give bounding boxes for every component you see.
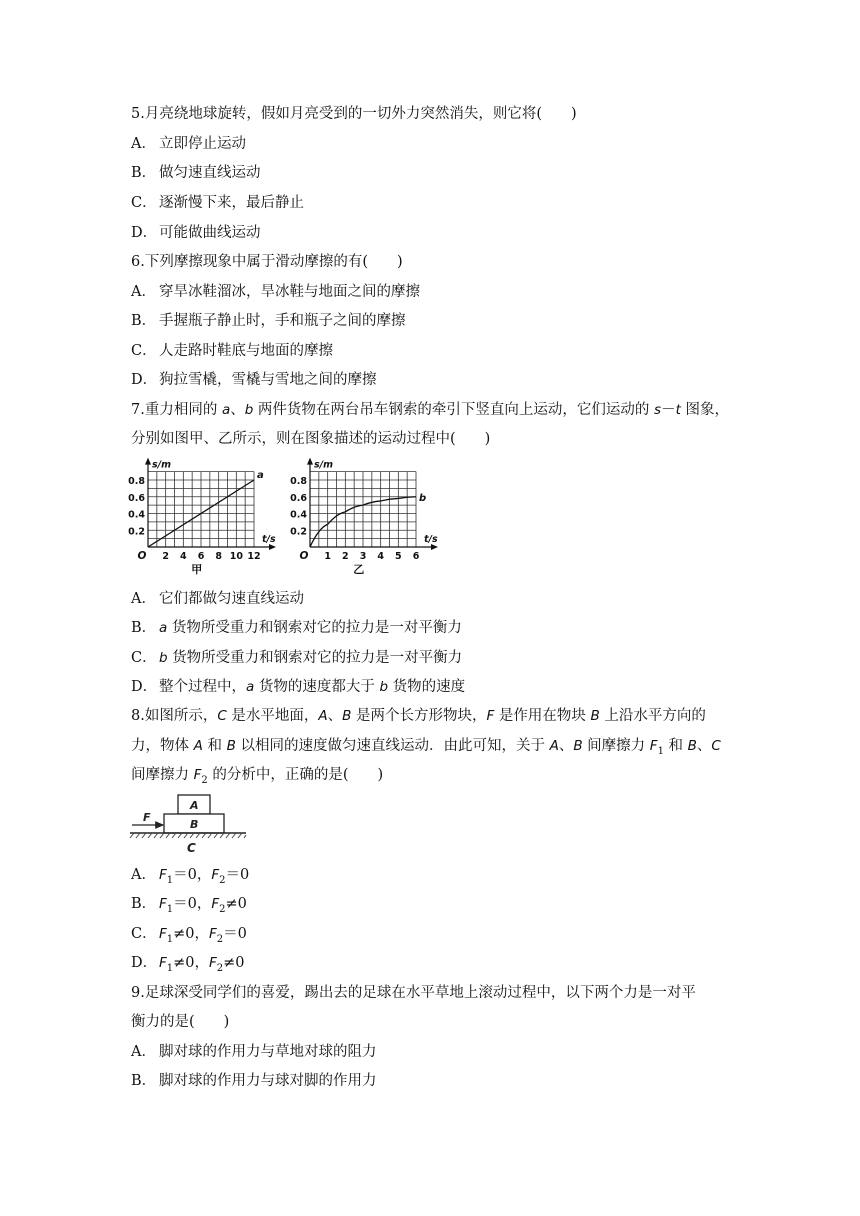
chart-caption: 甲: [191, 563, 203, 576]
y-tick-label: 0.6: [128, 492, 145, 504]
q8-option-d: D． $F_1\ne 0$，$F_2\ne 0$: [131, 955, 245, 974]
label-c: C: [187, 841, 196, 854]
q5-option-c: C． 逐渐慢下来，最后静止: [131, 195, 304, 211]
q8-option-c: C． $F_1\ne 0$，$F_2=0$: [131, 926, 247, 945]
x-tick-label: 10: [229, 551, 243, 562]
q8-stem-line2: 力，物体 A 和 B 以相同的速度做匀速直线运动．由此可知，关于 A、B 间摩擦力 $F_1$ 和 B、C: [131, 738, 721, 757]
q5-stem: 5.月亮绕地球旋转，假如月亮受到的一切外力突然消失，则它将( ): [131, 106, 577, 122]
q7-chart-yi: [290, 455, 450, 577]
label-f: F: [143, 811, 151, 824]
q6-option-c: C． 人走路时鞋底与地面的摩擦: [131, 343, 333, 359]
q7-stem-line2: 分别如图甲、乙所示，则在图象描述的运动过程中( ): [131, 431, 491, 447]
q9-option-b: B． 脚对球的作用力与球对脚的作用力: [131, 1073, 377, 1089]
q6-option-b: B． 手握瓶子静止时，手和瓶子之间的摩擦: [131, 313, 406, 329]
series-label-a: a: [257, 470, 264, 481]
x-tick-label: 1: [324, 551, 331, 562]
q6-option-a: A． 穿旱冰鞋溜冰，旱冰鞋与地面之间的摩擦: [131, 284, 420, 300]
label-b: B: [190, 818, 199, 831]
x-tick-label: 8: [215, 551, 222, 562]
y-axis-label: s/m: [314, 459, 334, 471]
x-axis-label: t/s: [424, 534, 438, 545]
q8-stem-line3: 间摩擦力 $F_2$ 的分析中，正确的是( ): [131, 767, 384, 786]
x-tick-label: 6: [412, 551, 420, 562]
x-tick-label: 4: [377, 551, 384, 562]
y-tick-label: 0.4: [128, 509, 145, 521]
x-tick-label: 2: [162, 551, 169, 562]
x-axis-label: t/s: [262, 534, 276, 545]
q9-stem-line2: 衡力的是( ): [131, 1014, 230, 1030]
x-tick-label: 3: [359, 551, 367, 562]
q7-option-b: B． a 货物所受重力和钢索对它的拉力是一对平衡力: [131, 620, 462, 636]
y-tick-label: 0.8: [290, 476, 307, 487]
q8-stem-line1: 8.如图所示，C 是水平地面，A、B 是两个长方形物块，F 是作用在物块 B 上沿水平方向的: [131, 708, 706, 724]
chart-yi-grid: [310, 472, 416, 547]
q6-stem: 6.下列摩擦现象中属于滑动摩擦的有( ): [131, 254, 403, 270]
x-tick-label: 6: [197, 551, 205, 562]
x-tick-label: 2: [342, 551, 349, 562]
q9-stem-line1: 9.足球深受同学们的喜爱，踢出去的足球在水平草地上滚动过程中，以下两个力是一对平: [131, 985, 696, 1001]
x-tick-label: O: [137, 550, 147, 562]
y-tick-label: 0.2: [290, 526, 307, 538]
q7-option-d: D． 整个过程中，a 货物的速度都大于 b 货物的速度: [131, 679, 466, 695]
q7-stem-line1: 7.重力相同的 a、b 两件货物在两台吊车钢索的牵引下竖直向上运动，它们运动的 s－t 图象，: [131, 402, 729, 418]
x-tick-label: 5: [395, 551, 402, 562]
q8-option-b: B． $F_1=0$，$F_2\ne 0$: [131, 896, 247, 915]
q8-blocks-figure: [128, 792, 250, 854]
q5-option-d: D． 可能做曲线运动: [131, 225, 261, 241]
q9-option-a: A． 脚对球的作用力与草地对球的阻力: [131, 1044, 377, 1060]
q5-option-a: A． 立即停止运动: [131, 136, 246, 152]
q7-option-a: A． 它们都做匀速直线运动: [131, 591, 304, 607]
y-axis-arrow: [307, 458, 313, 465]
q5-option-b: B． 做匀速直线运动: [131, 165, 261, 181]
y-axis-arrow: [145, 458, 151, 465]
y-tick-label: 0.4: [290, 509, 307, 521]
y-axis-label: s/m: [152, 459, 172, 471]
q7-option-c: C． b 货物所受重力和钢索对它的拉力是一对平衡力: [131, 650, 463, 666]
y-tick-label: 0.2: [128, 526, 145, 538]
series-label-b: b: [419, 492, 427, 504]
q6-option-d: D． 狗拉雪橇，雪橇与雪地之间的摩擦: [131, 372, 377, 388]
x-tick-label: O: [299, 550, 309, 562]
x-tick-label: 12: [247, 551, 261, 562]
x-tick-label: 4: [180, 551, 187, 562]
label-a: A: [190, 799, 199, 812]
chart-caption: 乙: [353, 563, 365, 576]
chart-jia-grid: [148, 472, 254, 547]
y-tick-label: 0.6: [290, 492, 307, 504]
y-tick-label: 0.8: [128, 476, 145, 487]
q7-chart-jia: [128, 455, 288, 577]
q8-option-a: A． $F_1=0$，$F_2=0$: [131, 867, 250, 886]
